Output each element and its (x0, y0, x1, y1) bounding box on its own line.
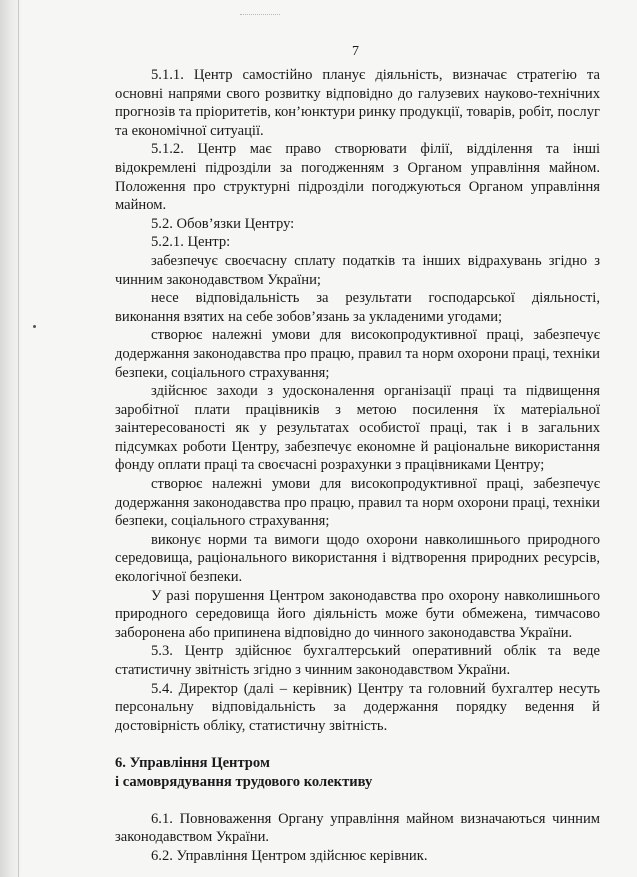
paragraph-5-1-2: 5.1.2. Центр має право створювати філії, відділення та інші відокремлені підрозділи за погодженням з Органом управління майном. Положення про структурні підрозділи погоджуються Органом управління майном. (115, 141, 600, 214)
paragraph-5-1-1: 5.1.1. Центр самостійно планує діяльність, визначає стратегію та основні напрями свого розвитку відповідно до галузевих науково-технічних прогнозів та пріоритетів, кон’юнктури ринку продукції, товарів, робіт, послуг та економічної ситуації. (115, 67, 600, 139)
paragraph-environment: виконує норми та вимоги щодо охорони навколишнього природного середовища, раціонального використання і відтворення природних ресурсів, екологічної безпеки. (115, 531, 600, 586)
top-scan-mark (240, 14, 280, 21)
paragraph-6-1: 6.1. Повноваження Органу управління майном визначаються чинним законодавством України. (115, 810, 600, 846)
paragraph-6-2: 6.2. Управління Центром здійснює керівник. (151, 847, 428, 864)
paragraph-working-conditions: створює належні умови для високопродуктивної праці, забезпечує додержання законодавства про працю, правил та норм охорони праці, техніки безпеки, соціального страхування; (115, 327, 600, 381)
paragraph-responsibility: несе відповідальність за результати господарської діяльності, виконання взятих на себе зобов’язань за укладеними угодами; (115, 290, 600, 325)
section-heading-line1: 6. Управління Центром (115, 755, 270, 772)
section-heading-line2: і самоврядування трудового колективу (115, 773, 373, 790)
paragraph-working-conditions-repeat: створює належні умови для високопродуктивної праці, забезпечує додержання законодавства про працю, правил та норм охорони праці, техніки безпеки, соціального страхування; (115, 476, 600, 530)
page-number: 7 (352, 44, 359, 59)
paragraph-labor-organization: здійснює заходи з удосконалення організації праці та підвищення заробітної плати працівників з метою посилення їх матеріальної заінтересованості як у результатах особистої праці, так і в загальних підсумках роботи Центру, забезпечує економне й раціональне використання фонду оплати праці та своєчасні розрахунки з працівниками Центру; (115, 383, 600, 474)
paragraph-5-3: 5.3. Центр здійснює бухгалтерський оперативний облік та веде статистичну звітність згідно з чинним законодавством України. (115, 643, 600, 678)
paragraph-environment-violation: У разі порушення Центром законодавства про охорону навколишнього природного середовища його діяльність може бути обмежена, тимчасово заборонена або припинена відповідно до чинного законодавства України. (115, 587, 600, 641)
binding-line (18, 0, 19, 877)
scan-dot (33, 325, 36, 328)
paragraph-5-2: 5.2. Обов’язки Центру: (151, 215, 295, 232)
paragraph-5-4: 5.4. Директор (далі – керівник) Центру та головний бухгалтер несуть персональну відповідальність за додержання порядку ведення й достовірність обліку, статистичну звітність. (115, 680, 600, 734)
document-body (115, 66, 600, 865)
paragraph-5-2-1: 5.2.1. Центр: (151, 234, 231, 251)
paragraph-taxes: забезпечує своєчасну сплату податків та інших відрахувань згідно з чинним законодавством України; (115, 252, 600, 288)
